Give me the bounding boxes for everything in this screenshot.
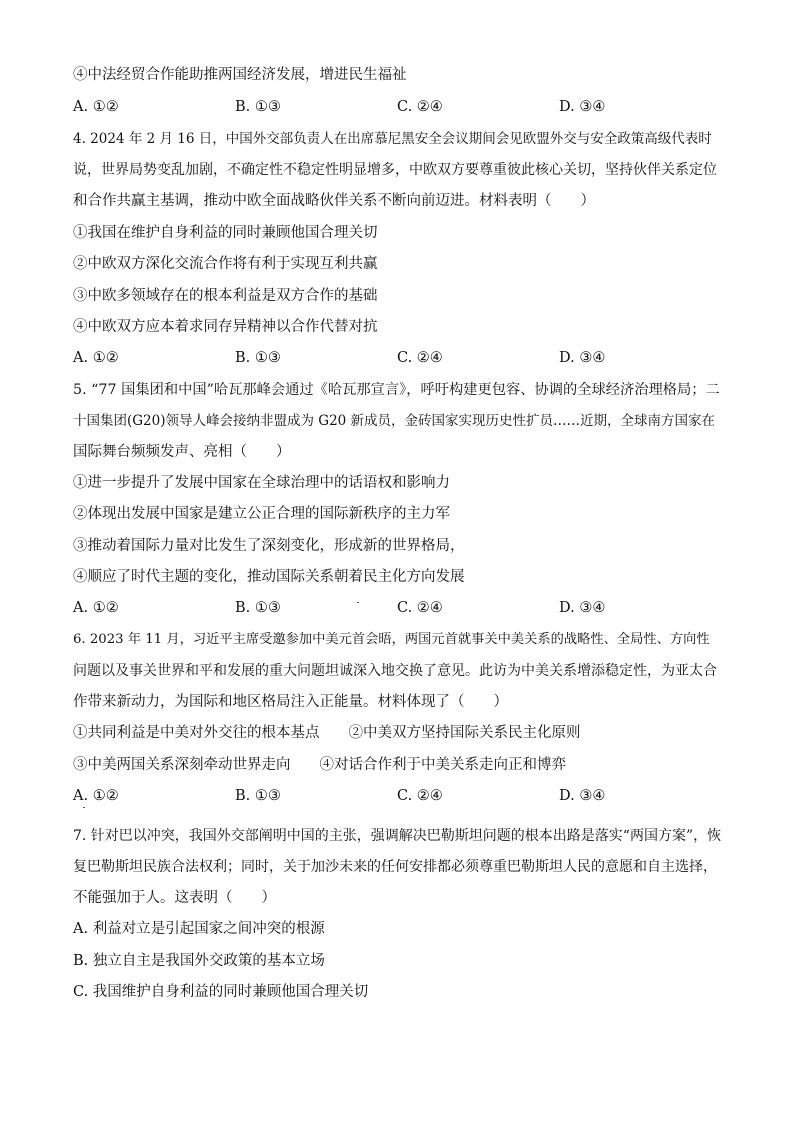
q7-stem-line-1: 7. 针对巴以冲突，我国外交部阐明中国的主张，强调解决巴勒斯坦问题的根本出路是落实“两国方案”，恢 [73, 828, 722, 844]
q5-option-d[interactable]: D. ③④ [559, 600, 606, 616]
q5-stem-line-1: 5. “77 国集团和中国”哈瓦那峰会通过《哈瓦那宣言》，呼吁构建更包容、协调的全球经济治理格局；二 [73, 382, 720, 398]
q5-stem-line-3: 国际舞台频频发声、亮相（ ） [73, 444, 291, 460]
q3-options [73, 97, 733, 117]
q4-options [73, 348, 733, 368]
q6-options [73, 786, 733, 806]
scan-speck [357, 602, 359, 603]
q5-statement-4: ④顺应了时代主题的变化，推动国际关系朝着民主化方向发展 [73, 569, 465, 585]
q6-stem-line-1: 6. 2023 年 11 月，习近平主席受邀参加中美元首会晤，两国元首就事关中美关系的战略性、全局性、方向性 [73, 632, 710, 647]
q6-option-b[interactable]: B. ①③ [235, 788, 281, 804]
q5-statement-2: ②体现出发展中国家是建立公正合理的国际新秩序的主力军 [73, 506, 450, 522]
q6-option-d[interactable]: D. ③④ [559, 788, 606, 804]
q3-option-a[interactable]: A. ①② [73, 99, 119, 115]
q5-option-c[interactable]: C. ②④ [397, 600, 443, 616]
q6-option-a[interactable]: A. ①② [73, 788, 119, 804]
q6-statements-line-2: ③中美两国关系深刻牵动世界走向 ④对话合作利于中美关系走向正和博弈 [73, 757, 566, 773]
q4-stem-line-2: 说，世界局势变乱加剧，不确定性不稳定性明显增多，中欧双方要尊重彼此核心关切，坚持伙伴关系定位 [73, 162, 717, 178]
q4-statement-1: ①我国在维护自身利益的同时兼顾他国合理关切 [73, 225, 378, 241]
q6-statements-line-1: ①共同利益是中美对外交往的根本基点 ②中美双方坚持国际关系民主化原则 [73, 725, 581, 741]
q6-stem-line-3: 作带来新动力，为国际和地区格局注入正能量。材料体现了（ ） [73, 694, 508, 710]
q4-option-c[interactable]: C. ②④ [397, 350, 443, 366]
q5-statement-3: ③推动着国际力量对比发生了深刻变化，形成新的世界格局， [73, 538, 465, 554]
q3-option-c[interactable]: C. ②④ [397, 99, 443, 115]
q5-stem-line-2: 十国集团(G20)领导人峰会接纳非盟成为 G20 新成员，金砖国家实现历史性扩员……近期，全球南方国家在 [73, 413, 716, 429]
q3-statement-4: ④中法经贸合作能助推两国经济发展，增进民生福祉 [73, 67, 407, 83]
q4-statement-2: ②中欧双方深化交流合作将有利于实现互利共赢 [73, 256, 378, 272]
q6-option-c[interactable]: C. ②④ [397, 788, 443, 804]
q4-stem-line-1: 4. 2024 年 2 月 16 日，中国外交部负责人在出席慕尼黑安全会议期间会见欧盟外交与安全政策高级代表时 [73, 131, 712, 147]
q6-stem-line-2: 问题以及事关世界和平和发展的重大问题坦诚深入地交换了意见。此访为中美关系增添稳定性，为亚太合 [73, 663, 717, 679]
q4-option-d[interactable]: D. ③④ [559, 350, 606, 366]
q5-option-a[interactable]: A. ①② [73, 600, 119, 616]
q4-stem-line-3: 和合作共赢主基调，推动中欧全面战略伙伴关系不断向前迈进。材料表明（ ） [73, 193, 595, 209]
q7-option-c[interactable]: C. 我国维护自身利益的同时兼顾他国合理关切 [73, 984, 369, 1000]
q4-statement-3: ③中欧多领域存在的根本利益是双方合作的基础 [73, 288, 378, 304]
q4-option-a[interactable]: A. ①② [73, 350, 119, 366]
q7-option-b[interactable]: B. 独立自主是我国外交政策的基本立场 [73, 953, 325, 969]
q3-option-b[interactable]: B. ①③ [235, 99, 281, 115]
q7-option-a[interactable]: A. 利益对立是引起国家之间冲突的根源 [73, 921, 325, 937]
q4-option-b[interactable]: B. ①③ [235, 350, 281, 366]
q4-statement-4: ④中欧双方应本着求同存异精神以合作代替对抗 [73, 319, 378, 335]
q7-stem-line-3: 不能强加于人。这表明（ ） [73, 890, 276, 906]
q5-option-b[interactable]: B. ①③ [235, 600, 281, 616]
q5-options [73, 598, 733, 618]
scan-speck [83, 807, 85, 808]
q5-statement-1: ①进一步提升了发展中国家在全球治理中的话语权和影响力 [73, 475, 450, 491]
q3-option-d[interactable]: D. ③④ [559, 99, 606, 115]
q7-stem-line-2: 复巴勒斯坦民族合法权利；同时，关于加沙未来的任何安排都必须尊重巴勒斯坦人民的意愿和自主选择， [73, 859, 717, 875]
